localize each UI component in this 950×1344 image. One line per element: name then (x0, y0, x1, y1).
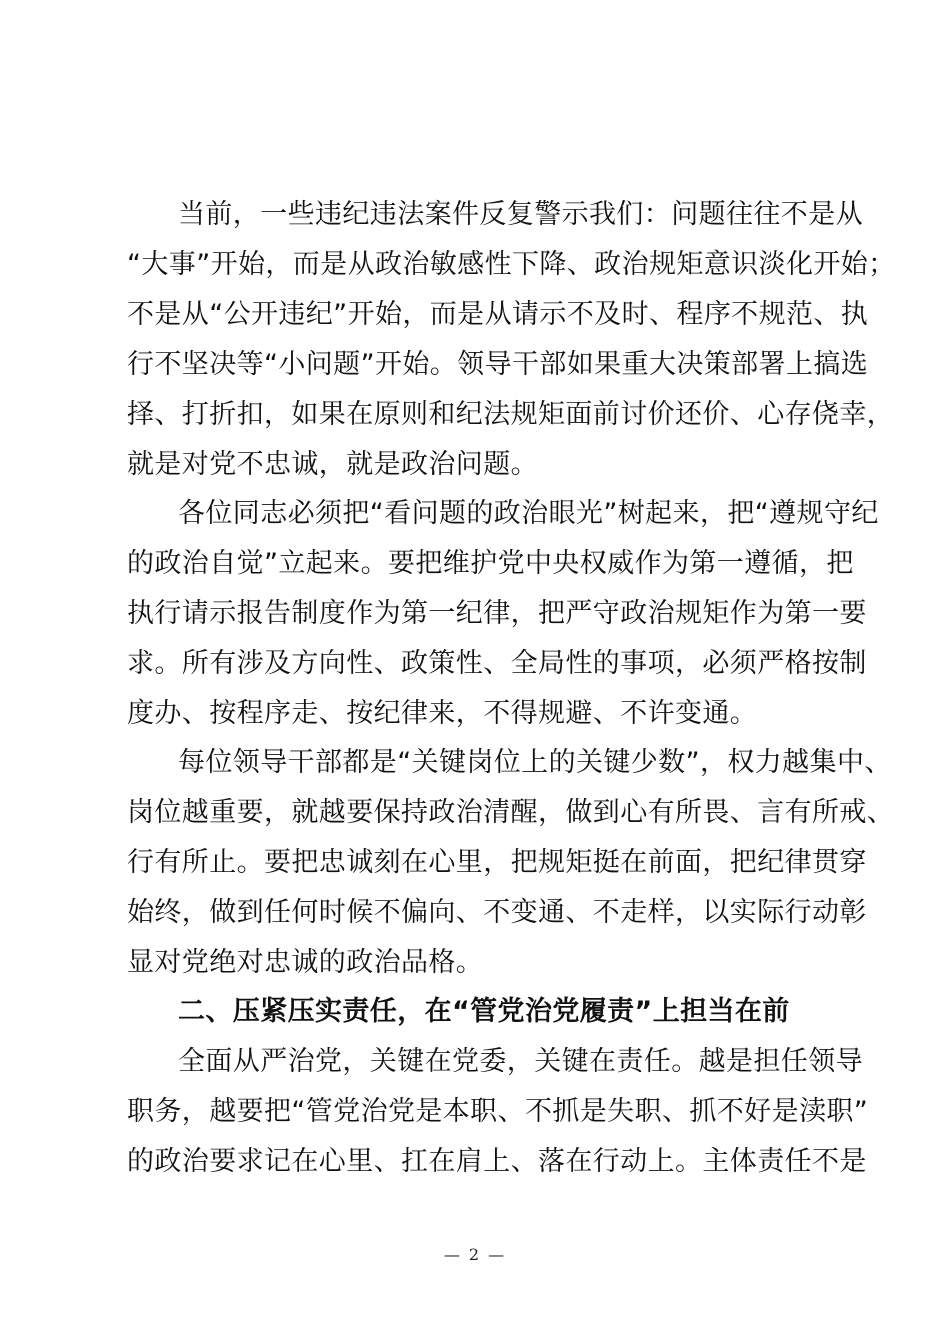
paragraph-1-line-2: “大事”开始，而是从政治敏感性下降、政治规矩意识淡化开始； (127, 249, 896, 280)
paragraph-3-line-1: 每位领导干部都是“关键岗位上的关键少数”，权力越集中、 (178, 747, 892, 778)
paragraph-3-line-3: 行有所止。要把忠诚刻在心里，把规矩挺在前面，把纪律贯穿 (127, 847, 867, 878)
paragraph-4-line-2: 职务，越要把“管党治党是本职、不抓是失职、抓不好是渎职” (127, 1096, 869, 1127)
paragraph-2-line-5: 度办、按程序走、按纪律来，不得规避、不许变通。 (127, 698, 758, 729)
paragraph-2-line-4: 求。所有涉及方向性、政策性、全局性的事项，必须严格按制 (127, 648, 867, 679)
paragraph-1-line-6: 就是对党不忠诚，就是政治问题。 (127, 449, 538, 480)
page-number: — 2 — (443, 1245, 507, 1264)
paragraph-3-line-5: 显对党绝对忠诚的政治品格。 (127, 947, 484, 978)
paragraph-4-line-1: 全面从严治党，关键在党委，关键在责任。越是担任领导 (178, 1046, 863, 1077)
paragraph-1-line-3: 不是从“公开违纪”开始，而是从请示不及时、程序不规范、执 (127, 299, 869, 330)
paragraph-2-line-2: 的政治自觉”立起来。要把维护党中央权威作为第一遵循，把 (127, 548, 854, 579)
paragraph-3-line-4: 始终，做到任何时候不偏向、不变通、不走样，以实际行动彰 (127, 897, 867, 928)
paragraph-1-line-1: 当前，一些违纪违法案件反复警示我们：问题往往不是从 (178, 199, 863, 230)
paragraph-1-line-5: 择、打折扣，如果在原则和纪法规矩面前讨价还价、心存侥幸， (127, 399, 895, 430)
paragraph-2-line-3: 执行请示报告制度作为第一纪律，把严守政治规矩作为第一要 (127, 598, 867, 629)
paragraph-4-line-3: 的政治要求记在心里、扛在肩上、落在行动上。主体责任不是 (127, 1146, 867, 1177)
paragraph-3-line-2: 岗位越重要，就越要保持政治清醒，做到心有所畏、言有所戒、 (127, 797, 895, 828)
section-heading: 二、压紧压实责任，在“管党治党履责”上担当在前 (178, 996, 790, 1027)
paragraph-2-line-1: 各位同志必须把“看问题的政治眼光”树起来，把“遵规守纪 (178, 498, 879, 529)
paragraph-1-line-4: 行不坚决等“小问题”开始。领导干部如果重大决策部署上搞选 (127, 349, 869, 380)
